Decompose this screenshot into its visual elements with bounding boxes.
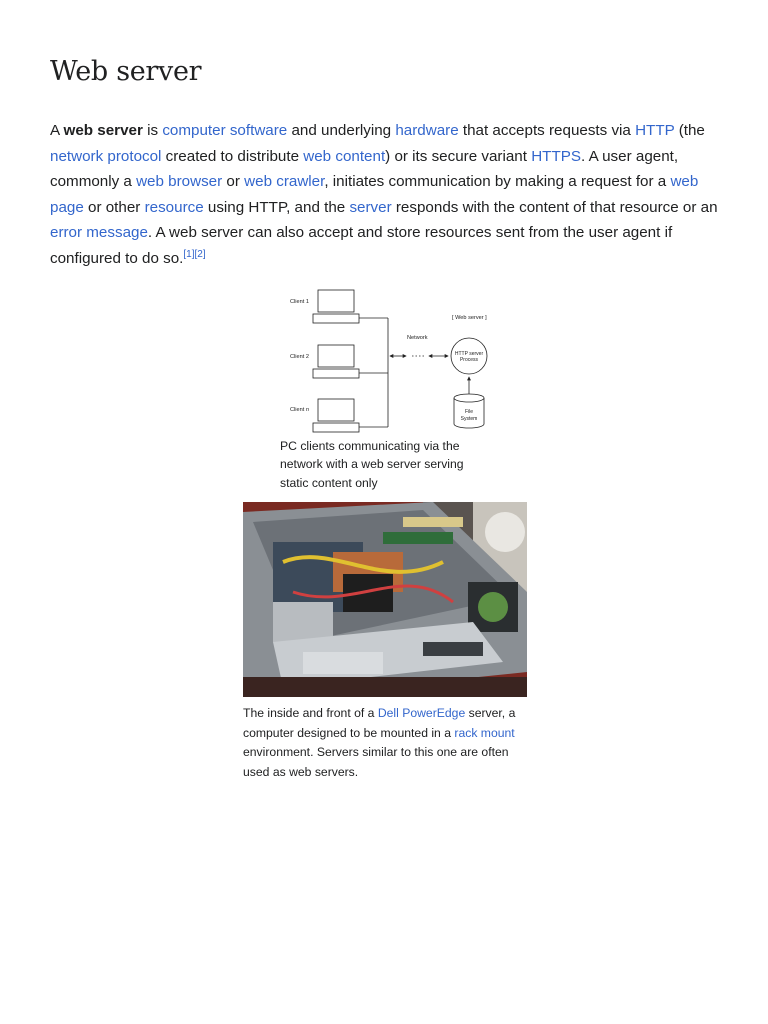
server-photo-svg [243, 502, 527, 697]
client-1-label: Client 1 [290, 299, 309, 305]
client-n-base-shape [313, 423, 359, 432]
intro-text: ) or its secure variant [385, 147, 532, 165]
link-web-page[interactable]: web page [50, 173, 699, 216]
caption-text: environment. Servers similar to this one are often used as web servers. [243, 745, 509, 779]
reference-marks [183, 249, 205, 260]
link-resource[interactable]: resource [144, 198, 204, 216]
intro-text: using HTTP, and the [203, 198, 350, 216]
link-hardware[interactable]: hardware [395, 122, 459, 139]
intro-text: , initiates communication by making a request for a [324, 173, 671, 191]
intro-text: A [50, 122, 64, 139]
network-label: Network [407, 335, 428, 341]
intro-text: . A web server can also accept and store resources sent from the user agent if configured to do so. [50, 224, 673, 267]
file-system-label-2: System [460, 416, 478, 422]
intro-text: is [142, 122, 163, 139]
link-rack-mount[interactable]: rack mount [454, 725, 515, 740]
client-server-diagram[interactable] [280, 284, 530, 434]
intro-text: that accepts requests via [458, 122, 636, 139]
client-2-monitor-shape [318, 345, 354, 367]
intro-text: . A user agent, commonly a [50, 147, 679, 191]
diagram-svg [280, 284, 530, 434]
link-web-browser[interactable]: web browser [136, 173, 223, 191]
intro-paragraph [50, 118, 718, 272]
http-process-label-1: HTTP server [454, 351, 484, 357]
link-computer-software[interactable]: computer software [162, 122, 288, 139]
intro-text: created to distribute [161, 147, 304, 165]
server-photo[interactable] [243, 502, 527, 697]
link-web-crawler[interactable]: web crawler [244, 173, 325, 191]
intro-text: or [222, 173, 245, 191]
caption-text: server, a computer designed to be mounted in a [243, 706, 516, 740]
file-system-label-1: File [464, 409, 474, 415]
client-1-base-shape [313, 314, 359, 323]
diagram-caption: PC clients communicating via the network with a web server serving static content only [280, 439, 464, 490]
link-server[interactable]: server [349, 198, 392, 216]
web-server-label: [ Web server ] [452, 315, 487, 321]
client-n-label: Client n [290, 407, 309, 413]
client-2-base-shape [313, 369, 359, 378]
intro-text: responds with the content of that resource or an [391, 198, 718, 216]
photo-caption [243, 704, 533, 782]
http-process-label-2: Process [459, 357, 479, 363]
client-n-monitor-shape [318, 399, 354, 421]
link-http[interactable]: HTTP [635, 122, 675, 139]
reference-2-link[interactable]: [2] [194, 248, 206, 260]
intro-text: and underlying [287, 122, 396, 139]
link-network-protocol[interactable]: network protocol [50, 147, 162, 165]
client-1-monitor-shape [318, 290, 354, 312]
caption-text: The inside and front of a [243, 706, 378, 720]
intro-text: or other [83, 198, 145, 216]
link-dell-poweredge[interactable]: Dell PowerEdge [377, 706, 466, 720]
intro-bold-term: web server [63, 122, 143, 139]
link-web-content[interactable]: web content [303, 147, 386, 165]
reference-1-link[interactable]: [1] [183, 248, 195, 260]
client-2-label: Client 2 [290, 354, 309, 360]
page-title: Web server [50, 56, 202, 87]
link-error-message[interactable]: error message [50, 224, 148, 242]
link-https[interactable]: HTTPS [531, 147, 581, 165]
intro-text: (the [674, 122, 705, 139]
